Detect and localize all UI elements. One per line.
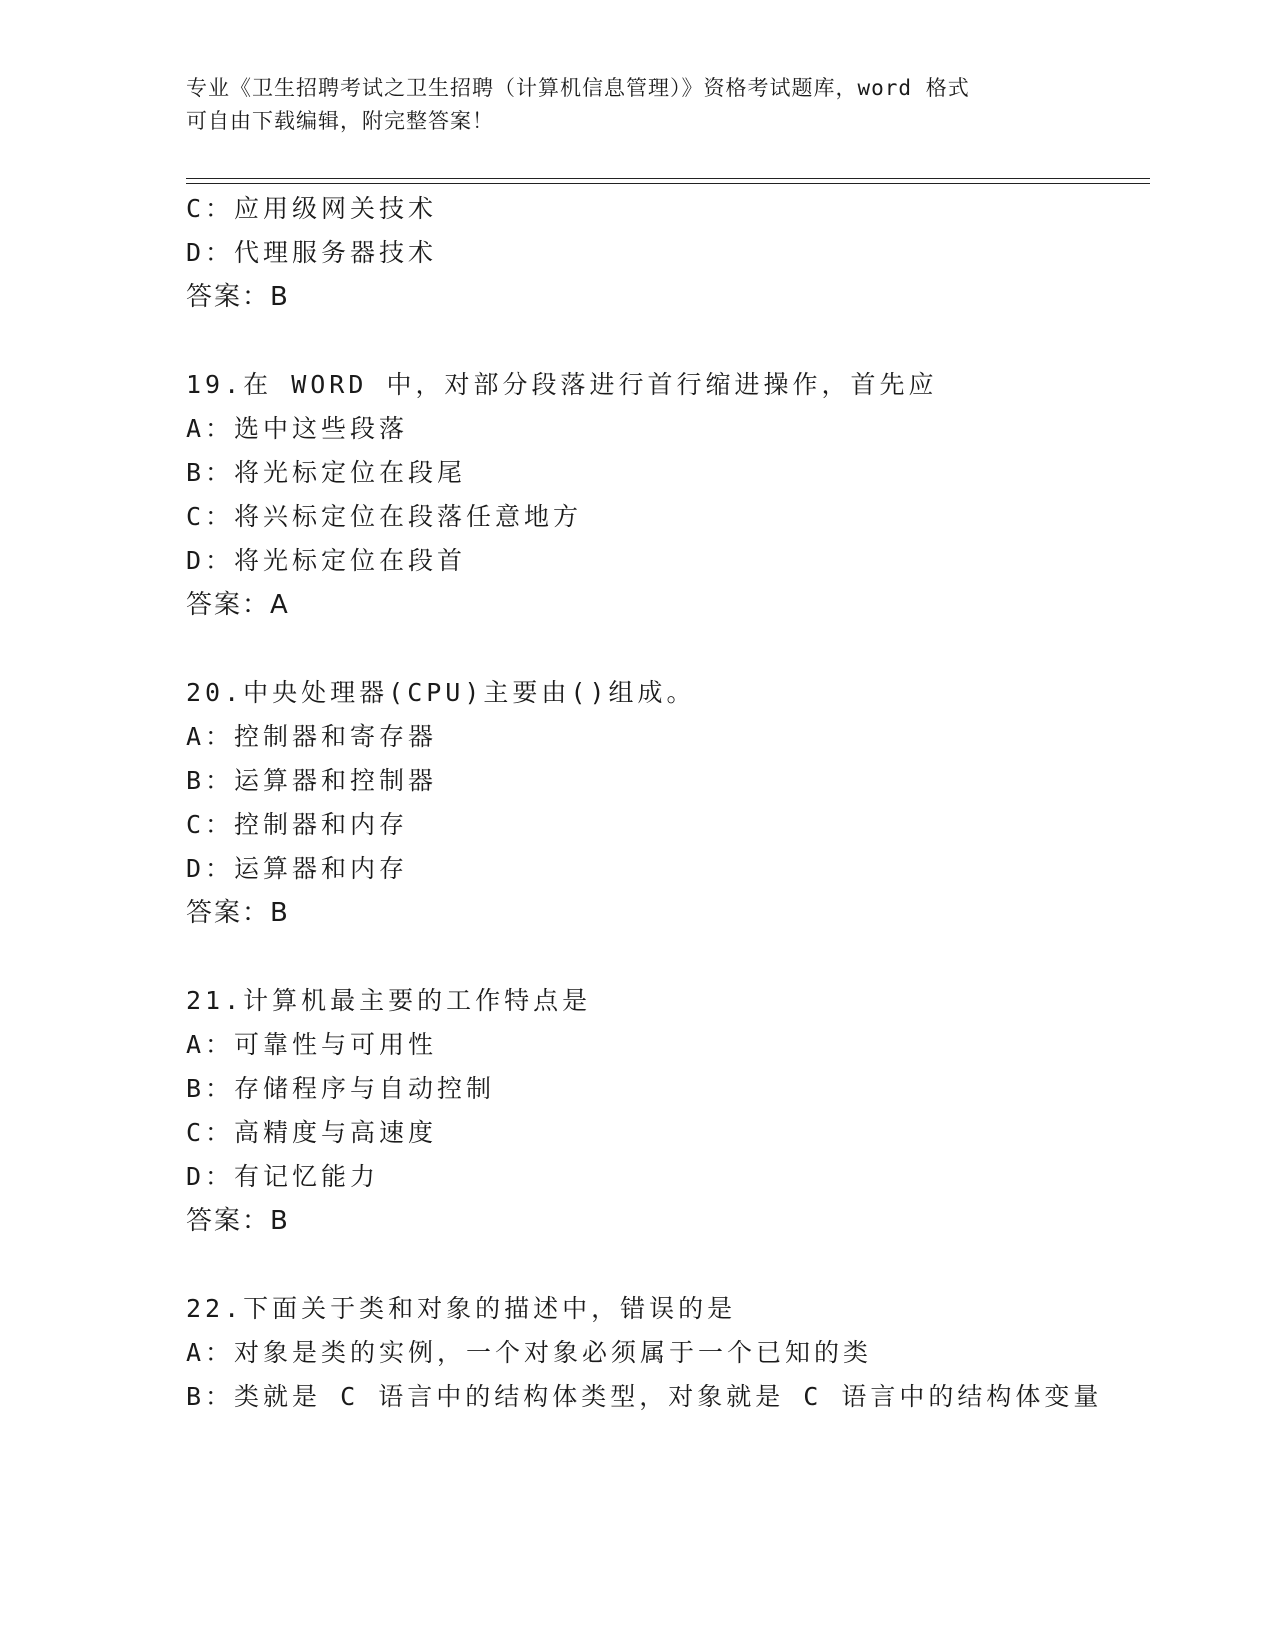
q20-answer: 答案：B	[186, 898, 290, 928]
q21-option-c: C：高精度与高速度	[186, 1118, 438, 1147]
q20-stem: 20.中央处理器(CPU)主要由()组成。	[186, 678, 696, 707]
q20-option-c: C：控制器和内存	[186, 810, 409, 839]
q19-answer: 答案：A	[186, 590, 290, 620]
q20-option-a: A：控制器和寄存器	[186, 722, 438, 751]
header-line-1: 专业《卫生招聘考试之卫生招聘（计算机信息管理）》资格考试题库，word 格式	[186, 76, 970, 100]
q19-option-b: B：将光标定位在段尾	[186, 458, 467, 487]
q21-option-b: B：存储程序与自动控制	[186, 1074, 496, 1103]
q18-answer: 答案：B	[186, 282, 290, 312]
q18-option-c: C：应用级网关技术	[186, 194, 438, 223]
q21-stem: 21.计算机最主要的工作特点是	[186, 986, 592, 1015]
q20-option-b: B：运算器和控制器	[186, 766, 438, 795]
q21-answer: 答案：B	[186, 1206, 290, 1236]
q19-option-a: A：选中这些段落	[186, 414, 409, 443]
q19-stem: 19.在 WORD 中，对部分段落进行首行缩进操作，首先应	[186, 370, 938, 399]
q22-option-b: B：类就是 C 语言中的结构体类型，对象就是 C 语言中的结构体变量	[186, 1382, 1103, 1411]
document-header	[186, 72, 1086, 138]
q21-option-d: D：有记忆能力	[186, 1162, 380, 1191]
q20-option-d: D：运算器和内存	[186, 854, 409, 883]
header-divider-bottom	[186, 183, 1150, 184]
q19-option-d: D：将光标定位在段首	[186, 546, 467, 575]
header-divider-top	[186, 178, 1150, 179]
header-line-2: 可自由下载编辑，附完整答案！	[186, 109, 494, 133]
q22-stem: 22.下面关于类和对象的描述中，错误的是	[186, 1294, 737, 1323]
q21-option-a: A：可靠性与可用性	[186, 1030, 438, 1059]
q19-option-c: C：将兴标定位在段落任意地方	[186, 502, 583, 531]
q22-option-a: A：对象是类的实例，一个对象必须属于一个已知的类	[186, 1338, 873, 1367]
q18-option-d: D：代理服务器技术	[186, 238, 438, 267]
